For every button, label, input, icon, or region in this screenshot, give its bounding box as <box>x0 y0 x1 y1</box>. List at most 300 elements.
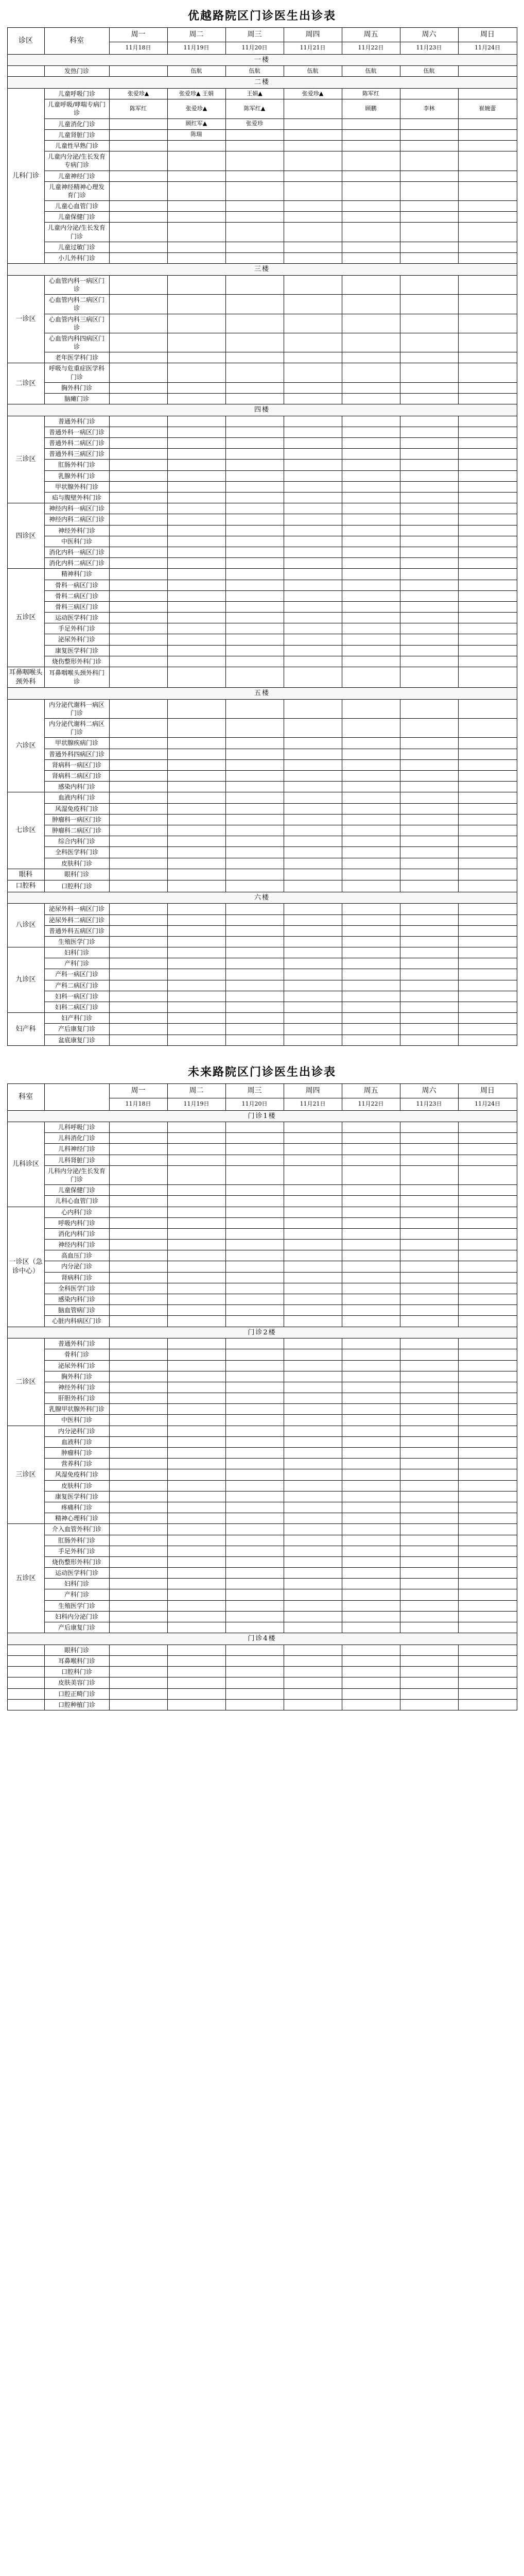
table-row <box>7 1459 517 1469</box>
doctor-cell <box>284 394 342 404</box>
doctor-cell <box>225 699 284 718</box>
zone-cell <box>7 1645 44 1655</box>
table-row <box>7 1185 517 1196</box>
doctor-cell <box>458 1261 517 1272</box>
table-row <box>7 66 517 77</box>
doctor-cell <box>109 914 167 925</box>
doctor-cell <box>225 1133 284 1144</box>
doctor-cell <box>167 1480 225 1491</box>
doctor-cell <box>284 869 342 880</box>
doctor-cell <box>400 1448 458 1459</box>
dept-cell: 神经内科一病区门诊 <box>44 503 109 514</box>
header-day: 周五 <box>342 1083 400 1098</box>
doctor-cell <box>458 1524 517 1535</box>
doctor-cell <box>342 1589 400 1600</box>
doctor-cell <box>458 201 517 212</box>
doctor-cell <box>400 825 458 836</box>
doctor-cell <box>458 947 517 958</box>
table-row <box>7 1645 517 1655</box>
doctor-cell <box>400 667 458 688</box>
dept-cell: 普通外科门诊 <box>44 1338 109 1349</box>
doctor-cell <box>458 181 517 200</box>
dept-cell: 中医科门诊 <box>44 1415 109 1426</box>
doctor-cell <box>109 1535 167 1546</box>
doctor-cell <box>400 416 458 427</box>
doctor-cell <box>458 991 517 1002</box>
doctor-cell <box>109 314 167 333</box>
table-row <box>7 1360 517 1371</box>
doctor-cell <box>400 1349 458 1360</box>
doctor-cell <box>225 493 284 503</box>
doctor-cell <box>458 858 517 869</box>
doctor-cell <box>342 547 400 557</box>
doctor-cell <box>284 1645 342 1655</box>
table-row <box>7 1250 517 1261</box>
doctor-cell <box>342 493 400 503</box>
doctor-cell <box>167 503 225 514</box>
table-row <box>7 1002 517 1013</box>
doctor-cell <box>342 904 400 914</box>
doctor-cell: 陈瑞 <box>167 129 225 140</box>
doctor-cell <box>167 590 225 601</box>
table-row <box>7 1568 517 1579</box>
doctor-cell <box>284 969 342 980</box>
doctor-cell <box>284 275 342 294</box>
doctor-cell <box>167 1589 225 1600</box>
table-row <box>7 89 517 99</box>
table-row <box>7 1677 517 1688</box>
doctor-cell <box>342 958 400 969</box>
dept-cell: 内分泌代谢科二病区门诊 <box>44 719 109 738</box>
doctor-cell <box>109 719 167 738</box>
doctor-cell <box>225 1272 284 1283</box>
dept-cell: 产科门诊 <box>44 1589 109 1600</box>
doctor-cell <box>109 1349 167 1360</box>
doctor-cell <box>342 947 400 958</box>
doctor-cell <box>167 1360 225 1371</box>
floor-label: 一楼 <box>7 54 517 66</box>
doctor-cell <box>342 1185 400 1196</box>
doctor-cell <box>458 1272 517 1283</box>
doctor-cell <box>342 858 400 869</box>
doctor-cell <box>284 656 342 667</box>
doctor-cell <box>284 947 342 958</box>
doctor-cell <box>458 1600 517 1611</box>
doctor-cell <box>284 719 342 738</box>
doctor-cell <box>400 140 458 151</box>
header-day: 周三 <box>225 28 284 42</box>
table-row <box>7 645 517 656</box>
doctor-cell <box>284 352 342 363</box>
dept-cell: 发热门诊 <box>44 66 109 77</box>
dept-cell: 口腔科门诊 <box>44 880 109 892</box>
table-row <box>7 1480 517 1491</box>
doctor-cell <box>400 333 458 352</box>
doctor-cell <box>400 980 458 991</box>
doctor-cell <box>225 1382 284 1393</box>
doctor-cell <box>225 1316 284 1327</box>
table-row <box>7 980 517 991</box>
floor-row <box>7 404 517 416</box>
doctor-cell <box>342 1535 400 1546</box>
table-row <box>7 1144 517 1155</box>
doctor-cell <box>400 1589 458 1600</box>
doctor-cell <box>225 1415 284 1426</box>
doctor-cell <box>109 1250 167 1261</box>
doctor-cell <box>167 667 225 688</box>
doctor-cell <box>167 925 225 936</box>
doctor-cell <box>458 958 517 969</box>
doctor-cell <box>342 181 400 200</box>
dept-cell: 儿童心血管门诊 <box>44 201 109 212</box>
doctor-cell <box>284 118 342 129</box>
doctor-cell <box>167 1024 225 1035</box>
doctor-cell <box>225 719 284 738</box>
doctor-cell: 陈军红 <box>109 99 167 118</box>
dept-cell: 儿童保健门诊 <box>44 1185 109 1196</box>
zone-cell <box>7 1688 44 1699</box>
floor-label: 门诊2楼 <box>7 1327 517 1338</box>
doctor-cell <box>109 536 167 547</box>
doctor-cell <box>167 749 225 759</box>
doctor-cell <box>458 1699 517 1710</box>
doctor-cell <box>458 394 517 404</box>
doctor-cell <box>284 427 342 437</box>
doctor-cell <box>458 1469 517 1480</box>
doctor-cell <box>167 792 225 803</box>
dept-cell: 骨科门诊 <box>44 1349 109 1360</box>
doctor-cell <box>342 242 400 252</box>
doctor-cell <box>109 460 167 470</box>
doctor-cell <box>109 470 167 481</box>
dept-cell: 口腔种植门诊 <box>44 1699 109 1710</box>
doctor-cell <box>225 1294 284 1305</box>
doctor-cell <box>167 394 225 404</box>
doctor-cell <box>167 858 225 869</box>
doctor-cell <box>400 1513 458 1524</box>
dept-cell: 儿童肾脏门诊 <box>44 129 109 140</box>
doctor-cell <box>400 858 458 869</box>
doctor-cell <box>225 1122 284 1133</box>
dept-cell: 儿科消化门诊 <box>44 1133 109 1144</box>
doctor-cell <box>109 1655 167 1666</box>
table-row <box>7 1165 517 1184</box>
doctor-cell <box>342 1371 400 1382</box>
doctor-cell <box>400 1699 458 1710</box>
doctor-cell <box>400 1338 458 1349</box>
doctor-cell <box>458 1426 517 1436</box>
doctor-cell <box>458 925 517 936</box>
dept-cell: 盆底康复门诊 <box>44 1035 109 1045</box>
doctor-cell <box>342 1155 400 1165</box>
table-row <box>7 1535 517 1546</box>
doctor-cell <box>225 275 284 294</box>
dept-cell: 儿童神经精神心理发育门诊 <box>44 181 109 200</box>
doctor-cell <box>109 1502 167 1513</box>
doctor-cell <box>342 1556 400 1567</box>
table-row <box>7 803 517 814</box>
doctor-cell <box>167 1371 225 1382</box>
doctor-cell <box>225 601 284 612</box>
doctor-cell <box>167 1611 225 1622</box>
doctor-cell <box>458 118 517 129</box>
floor-label: 五楼 <box>7 688 517 700</box>
floor-row <box>7 77 517 89</box>
dept-cell: 神经内科门诊 <box>44 1240 109 1250</box>
table-row <box>7 438 517 449</box>
doctor-cell <box>400 947 458 958</box>
table-row <box>7 416 517 427</box>
table-row <box>7 1371 517 1382</box>
doctor-cell <box>167 1228 225 1239</box>
doctor-cell <box>342 771 400 782</box>
dept-cell: 消化内科门诊 <box>44 1228 109 1239</box>
doctor-cell <box>109 969 167 980</box>
doctor-cell <box>342 1568 400 1579</box>
doctor-cell <box>284 1371 342 1382</box>
schedule-table <box>7 27 517 1046</box>
doctor-cell <box>284 547 342 557</box>
doctor-cell <box>225 771 284 782</box>
table-row <box>7 1579 517 1589</box>
doctor-cell <box>109 613 167 623</box>
doctor-cell <box>400 991 458 1002</box>
doctor-cell: 顾红军▲ <box>167 118 225 129</box>
doctor-cell <box>458 1338 517 1349</box>
doctor-cell <box>458 363 517 382</box>
doctor-cell: 伍航 <box>342 66 400 77</box>
doctor-cell <box>225 1622 284 1633</box>
doctor-cell <box>458 1240 517 1250</box>
doctor-cell <box>109 991 167 1002</box>
doctor-cell <box>400 1677 458 1688</box>
doctor-cell <box>109 1122 167 1133</box>
doctor-cell <box>225 1556 284 1567</box>
doctor-cell <box>458 1217 517 1228</box>
doctor-cell <box>284 814 342 825</box>
doctor-cell <box>400 1655 458 1666</box>
header-date: 11月23日 <box>400 42 458 54</box>
doctor-cell <box>400 1316 458 1327</box>
doctor-cell <box>342 699 400 718</box>
doctor-cell <box>167 1316 225 1327</box>
doctor-cell <box>342 1579 400 1589</box>
dept-cell: 泌尿外科二病区门诊 <box>44 914 109 925</box>
floor-row <box>7 892 517 904</box>
doctor-cell <box>167 869 225 880</box>
floor-row <box>7 1633 517 1645</box>
floor-row <box>7 264 517 276</box>
header-date: 11月21日 <box>284 1098 342 1110</box>
doctor-cell <box>109 825 167 836</box>
doctor-cell <box>167 547 225 557</box>
doctor-cell <box>167 1688 225 1699</box>
dept-cell: 泌尿外科门诊 <box>44 1360 109 1371</box>
table-row <box>7 719 517 738</box>
dept-cell: 肿瘤科二病区门诊 <box>44 825 109 836</box>
table-row <box>7 869 517 880</box>
doctor-cell <box>342 1316 400 1327</box>
doctor-cell <box>167 936 225 947</box>
doctor-cell <box>109 569 167 580</box>
doctor-cell <box>458 1283 517 1294</box>
doctor-cell <box>167 914 225 925</box>
doctor-cell <box>167 314 225 333</box>
doctor-cell <box>225 242 284 252</box>
doctor-cell <box>458 771 517 782</box>
doctor-cell <box>225 1155 284 1165</box>
doctor-cell <box>342 171 400 181</box>
header-date: 11月18日 <box>109 1098 167 1110</box>
table-row <box>7 1294 517 1305</box>
doctor-cell <box>284 481 342 492</box>
doctor-cell <box>458 449 517 460</box>
doctor-cell <box>342 1165 400 1184</box>
table-row <box>7 118 517 129</box>
doctor-cell <box>225 1589 284 1600</box>
doctor-cell <box>225 980 284 991</box>
floor-row <box>7 54 517 66</box>
doctor-cell <box>458 1667 517 1677</box>
dept-cell: 心血管内科四病区门诊 <box>44 333 109 352</box>
doctor-cell <box>342 201 400 212</box>
doctor-cell <box>167 699 225 718</box>
dept-cell: 肝胆外科门诊 <box>44 1393 109 1404</box>
doctor-cell <box>400 1579 458 1589</box>
doctor-cell <box>400 1002 458 1013</box>
table-row <box>7 738 517 749</box>
doctor-cell <box>109 1338 167 1349</box>
header-dept: 科室 <box>44 28 109 55</box>
doctor-cell <box>225 1283 284 1294</box>
doctor-cell <box>458 140 517 151</box>
doctor-cell <box>225 129 284 140</box>
doctor-cell <box>225 1228 284 1239</box>
doctor-cell <box>458 382 517 393</box>
doctor-cell <box>342 1035 400 1045</box>
dept-cell: 儿童呼吸/哮喘专病门诊 <box>44 99 109 118</box>
table-row <box>7 1667 517 1677</box>
doctor-cell <box>167 719 225 738</box>
doctor-cell <box>284 1535 342 1546</box>
zone-cell: 四诊区 <box>7 503 44 569</box>
doctor-cell <box>458 352 517 363</box>
doctor-cell <box>458 333 517 352</box>
doctor-cell <box>225 782 284 792</box>
dept-cell: 儿科神经门诊 <box>44 1144 109 1155</box>
table-row <box>7 1611 517 1622</box>
doctor-cell <box>167 580 225 590</box>
doctor-cell <box>109 212 167 223</box>
table-row <box>7 1448 517 1459</box>
doctor-cell <box>167 1013 225 1024</box>
dept-cell: 甲状腺外科门诊 <box>44 481 109 492</box>
doctor-cell <box>458 481 517 492</box>
doctor-cell <box>109 1165 167 1184</box>
doctor-cell <box>284 1459 342 1469</box>
doctor-cell <box>342 1655 400 1666</box>
table-row <box>7 382 517 393</box>
dept-cell: 甲状腺疾病门诊 <box>44 738 109 749</box>
table-row <box>7 623 517 634</box>
doctor-cell <box>400 493 458 503</box>
doctor-cell <box>167 493 225 503</box>
doctor-cell <box>342 719 400 738</box>
doctor-cell <box>458 1546 517 1556</box>
doctor-cell <box>284 212 342 223</box>
doctor-cell <box>458 1448 517 1459</box>
doctor-cell <box>284 1655 342 1666</box>
doctor-cell <box>458 558 517 569</box>
doctor-cell <box>342 1349 400 1360</box>
table-row <box>7 394 517 404</box>
doctor-cell <box>342 333 400 352</box>
doctor-cell <box>284 1491 342 1502</box>
doctor-cell <box>225 1250 284 1261</box>
doctor-cell <box>225 1699 284 1710</box>
table-row <box>7 449 517 460</box>
doctor-cell <box>342 1228 400 1239</box>
doctor-cell <box>225 1013 284 1024</box>
table-row <box>7 1382 517 1393</box>
doctor-cell <box>400 1294 458 1305</box>
doctor-cell <box>225 936 284 947</box>
doctor-cell <box>167 1305 225 1316</box>
doctor-cell <box>167 814 225 825</box>
doctor-cell <box>458 314 517 333</box>
doctor-cell <box>400 1524 458 1535</box>
doctor-cell <box>167 1426 225 1436</box>
doctor-cell <box>225 1655 284 1666</box>
doctor-cell <box>400 1645 458 1655</box>
doctor-cell <box>342 969 400 980</box>
doctor-cell <box>458 547 517 557</box>
doctor-cell <box>458 1305 517 1316</box>
doctor-cell <box>400 547 458 557</box>
dept-cell: 泌尿外科门诊 <box>44 634 109 645</box>
table-row <box>7 1513 517 1524</box>
doctor-cell <box>342 558 400 569</box>
dept-cell: 口腔正畸门诊 <box>44 1688 109 1699</box>
doctor-cell <box>458 460 517 470</box>
doctor-cell <box>400 253 458 264</box>
dept-cell: 中医科门诊 <box>44 536 109 547</box>
doctor-cell <box>400 1217 458 1228</box>
doctor-cell <box>167 738 225 749</box>
doctor-cell: 张爱珍 <box>225 118 284 129</box>
doctor-cell <box>342 223 400 242</box>
doctor-cell <box>342 759 400 770</box>
doctor-cell <box>458 151 517 171</box>
doctor-cell <box>284 449 342 460</box>
table-row <box>7 1283 517 1294</box>
doctor-cell <box>400 1207 458 1217</box>
dept-cell: 儿童内分泌/生长发育门诊 <box>44 223 109 242</box>
zone-cell <box>7 1655 44 1666</box>
header-zone: 科室 <box>7 1083 44 1110</box>
dept-cell: 心血管内科三病区门诊 <box>44 314 109 333</box>
doctor-cell <box>400 223 458 242</box>
doctor-cell <box>400 242 458 252</box>
doctor-cell <box>284 803 342 814</box>
doctor-cell <box>109 656 167 667</box>
doctor-cell <box>284 1611 342 1622</box>
doctor-cell <box>400 569 458 580</box>
doctor-cell <box>109 66 167 77</box>
doctor-cell <box>342 580 400 590</box>
doctor-cell <box>458 1579 517 1589</box>
doctor-cell <box>400 438 458 449</box>
